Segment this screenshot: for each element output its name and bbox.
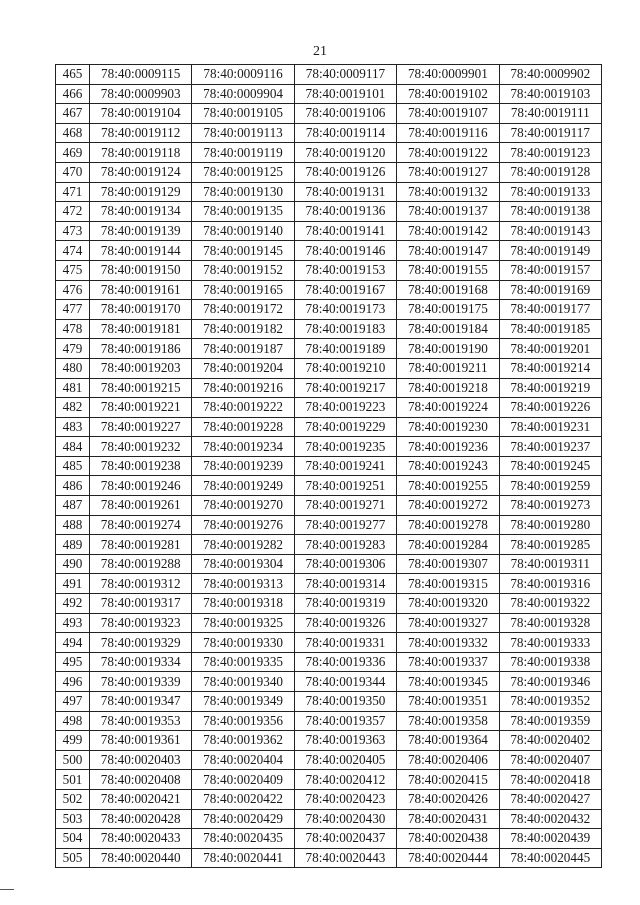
cadastral-number-cell: 78:40:0019338: [499, 652, 601, 672]
table-row: [56, 496, 602, 516]
cadastral-number-cell: 78:40:0019327: [397, 613, 499, 633]
table-row: [56, 594, 602, 614]
cadastral-number-cell: 78:40:0019306: [294, 554, 396, 574]
cadastral-number-cell: 78:40:0020430: [294, 809, 396, 829]
cadastral-number-cell: 78:40:0019320: [397, 594, 499, 614]
cadastral-number-cell: 78:40:0019141: [294, 221, 396, 241]
cadastral-number-cell: 78:40:0019186: [90, 339, 192, 359]
cadastral-number-cell: 78:40:0019215: [90, 378, 192, 398]
row-number-cell: 470: [56, 162, 90, 182]
table-row: [56, 731, 602, 751]
table-row: [56, 358, 602, 378]
row-number-cell: 482: [56, 398, 90, 418]
table-row: [56, 182, 602, 202]
cadastral-number-cell: 78:40:0019245: [499, 456, 601, 476]
cadastral-number-cell: 78:40:0019123: [499, 143, 601, 163]
table-row: [56, 104, 602, 124]
cadastral-number-cell: 78:40:0019142: [397, 221, 499, 241]
cadastral-number-cell: 78:40:0019332: [397, 633, 499, 653]
row-number-cell: 495: [56, 652, 90, 672]
cadastral-number-cell: 78:40:0019273: [499, 496, 601, 516]
row-number-cell: 484: [56, 437, 90, 457]
table-row: [56, 378, 602, 398]
cadastral-number-cell: 78:40:0019118: [90, 143, 192, 163]
table-row: [56, 692, 602, 712]
page-number: 21: [313, 44, 327, 59]
cadastral-number-cell: 78:40:0019161: [90, 280, 192, 300]
cadastral-number-cell: 78:40:0019111: [499, 104, 601, 124]
cadastral-number-cell: 78:40:0019147: [397, 241, 499, 261]
cadastral-number-cell: 78:40:0019226: [499, 398, 601, 418]
row-number-cell: 475: [56, 260, 90, 280]
cadastral-number-cell: 78:40:0019117: [499, 123, 601, 143]
cadastral-number-cell: 78:40:0019272: [397, 496, 499, 516]
table-row: [56, 829, 602, 849]
cadastral-number-cell: 78:40:0019345: [397, 672, 499, 692]
cadastral-number-cell: 78:40:0019169: [499, 280, 601, 300]
cadastral-number-cell: 78:40:0019104: [90, 104, 192, 124]
cadastral-number-cell: 78:40:0020431: [397, 809, 499, 829]
cadastral-number-cell: 78:40:0009904: [192, 84, 294, 104]
cadastral-number-cell: 78:40:0019261: [90, 496, 192, 516]
cadastral-number-cell: 78:40:0019133: [499, 182, 601, 202]
cadastral-number-cell: 78:40:0019282: [192, 535, 294, 555]
row-number-cell: 497: [56, 692, 90, 712]
cadastral-number-cell: 78:40:0019276: [192, 515, 294, 535]
cadastral-number-cell: 78:40:0019103: [499, 84, 601, 104]
cadastral-number-cell: 78:40:0019146: [294, 241, 396, 261]
row-number-cell: 485: [56, 456, 90, 476]
row-number-cell: 488: [56, 515, 90, 535]
cadastral-number-cell: 78:40:0019314: [294, 574, 396, 594]
cadastral-number-cell: 78:40:0019187: [192, 339, 294, 359]
cadastral-number-cell: 78:40:0019318: [192, 594, 294, 614]
cadastral-number-cell: 78:40:0019333: [499, 633, 601, 653]
cadastral-number-cell: 78:40:0019173: [294, 300, 396, 320]
cadastral-number-cell: 78:40:0019149: [499, 241, 601, 261]
cadastral-number-cell: 78:40:0019138: [499, 202, 601, 222]
cadastral-number-cell: 78:40:0020412: [294, 770, 396, 790]
row-number-cell: 489: [56, 535, 90, 555]
cadastral-number-cell: 78:40:0019185: [499, 319, 601, 339]
cadastral-number-cell: 78:40:0020409: [192, 770, 294, 790]
cadastral-number-cell: 78:40:0020433: [90, 829, 192, 849]
cadastral-number-cell: 78:40:0019210: [294, 358, 396, 378]
cadastral-number-cell: 78:40:0020439: [499, 829, 601, 849]
cadastral-number-cell: 78:40:0020406: [397, 750, 499, 770]
table-row: [56, 476, 602, 496]
table-row: [56, 574, 602, 594]
cadastral-number-cell: 78:40:0019270: [192, 496, 294, 516]
cadastral-number-cell: 78:40:0019201: [499, 339, 601, 359]
cadastral-number-cell: 78:40:0019274: [90, 515, 192, 535]
cadastral-number-cell: 78:40:0019129: [90, 182, 192, 202]
cadastral-number-cell: 78:40:0019246: [90, 476, 192, 496]
cadastral-number-cell: 78:40:0019131: [294, 182, 396, 202]
cadastral-number-cell: 78:40:0019347: [90, 692, 192, 712]
cadastral-number-cell: 78:40:0009902: [499, 65, 601, 85]
cadastral-number-cell: 78:40:0019134: [90, 202, 192, 222]
cadastral-number-cell: 78:40:0019319: [294, 594, 396, 614]
table-body: [56, 65, 602, 868]
cadastral-number-cell: 78:40:0019237: [499, 437, 601, 457]
cadastral-number-cell: 78:40:0019315: [397, 574, 499, 594]
cadastral-number-cell: 78:40:0019234: [192, 437, 294, 457]
row-number-cell: 469: [56, 143, 90, 163]
table-row: [56, 750, 602, 770]
table-row: [56, 652, 602, 672]
row-number-cell: 466: [56, 84, 90, 104]
cadastral-number-cell: 78:40:0019358: [397, 711, 499, 731]
row-number-cell: 476: [56, 280, 90, 300]
table-row: [56, 515, 602, 535]
cadastral-number-cell: 78:40:0019155: [397, 260, 499, 280]
cadastral-number-cell: 78:40:0020415: [397, 770, 499, 790]
table-row: [56, 672, 602, 692]
cadastral-number-cell: 78:40:0019211: [397, 358, 499, 378]
cadastral-number-cell: 78:40:0019126: [294, 162, 396, 182]
row-number-cell: 483: [56, 417, 90, 437]
cadastral-number-cell: 78:40:0019277: [294, 515, 396, 535]
row-number-cell: 496: [56, 672, 90, 692]
cadastral-number-cell: 78:40:0019340: [192, 672, 294, 692]
cadastral-number-cell: 78:40:0019204: [192, 358, 294, 378]
cadastral-number-cell: 78:40:0019119: [192, 143, 294, 163]
cadastral-number-cell: 78:40:0020438: [397, 829, 499, 849]
table-row: [56, 789, 602, 809]
cadastral-number-cell: 78:40:0019175: [397, 300, 499, 320]
cadastral-number-cell: 78:40:0019137: [397, 202, 499, 222]
cadastral-number-cell: 78:40:0020422: [192, 789, 294, 809]
cadastral-number-cell: 78:40:0019216: [192, 378, 294, 398]
cadastral-number-cell: 78:40:0019135: [192, 202, 294, 222]
cadastral-number-cell: 78:40:0019361: [90, 731, 192, 751]
cadastral-number-cell: 78:40:0019283: [294, 535, 396, 555]
cadastral-number-cell: 78:40:0019235: [294, 437, 396, 457]
row-number-cell: 501: [56, 770, 90, 790]
table-row: [56, 770, 602, 790]
table-row: [56, 456, 602, 476]
cadastral-number-cell: 78:40:0020423: [294, 789, 396, 809]
cadastral-number-cell: 78:40:0019183: [294, 319, 396, 339]
row-number-cell: 492: [56, 594, 90, 614]
cadastral-number-cell: 78:40:0019230: [397, 417, 499, 437]
row-number-cell: 499: [56, 731, 90, 751]
cadastral-number-cell: 78:40:0019189: [294, 339, 396, 359]
row-number-cell: 468: [56, 123, 90, 143]
table-row: [56, 84, 602, 104]
cadastral-number-cell: 78:40:0019232: [90, 437, 192, 457]
row-number-cell: 479: [56, 339, 90, 359]
row-number-cell: 467: [56, 104, 90, 124]
cadastral-number-cell: 78:40:0020441: [192, 848, 294, 868]
cadastral-number-cell: 78:40:0009116: [192, 65, 294, 85]
cadastral-number-cell: 78:40:0019259: [499, 476, 601, 496]
cadastral-number-cell: 78:40:0019334: [90, 652, 192, 672]
cadastral-number-cell: 78:40:0019335: [192, 652, 294, 672]
row-number-cell: 465: [56, 65, 90, 85]
cadastral-number-cell: 78:40:0019330: [192, 633, 294, 653]
cadastral-number-cell: 78:40:0019130: [192, 182, 294, 202]
cadastral-number-cell: 78:40:0019284: [397, 535, 499, 555]
cadastral-number-cell: 78:40:0019190: [397, 339, 499, 359]
row-number-cell: 474: [56, 241, 90, 261]
cadastral-number-cell: 78:40:0019339: [90, 672, 192, 692]
table-row: [56, 221, 602, 241]
row-number-cell: 498: [56, 711, 90, 731]
cadastral-number-cell: 78:40:0019136: [294, 202, 396, 222]
cadastral-number-cell: 78:40:0019349: [192, 692, 294, 712]
cadastral-number-cell: 78:40:0019280: [499, 515, 601, 535]
cadastral-number-cell: 78:40:0020445: [499, 848, 601, 868]
cadastral-number-cell: 78:40:0009117: [294, 65, 396, 85]
cadastral-number-cell: 78:40:0019228: [192, 417, 294, 437]
cadastral-number-cell: 78:40:0019106: [294, 104, 396, 124]
table-row: [56, 633, 602, 653]
row-number-cell: 490: [56, 554, 90, 574]
row-number-cell: 503: [56, 809, 90, 829]
cadastral-number-cell: 78:40:0019203: [90, 358, 192, 378]
cadastral-number-cell: 78:40:0019316: [499, 574, 601, 594]
cadastral-number-cell: 78:40:0020429: [192, 809, 294, 829]
cadastral-number-cell: 78:40:0019182: [192, 319, 294, 339]
cadastral-number-cell: 78:40:0019352: [499, 692, 601, 712]
row-number-cell: 502: [56, 789, 90, 809]
cadastral-number-cell: 78:40:0019124: [90, 162, 192, 182]
table-row: [56, 319, 602, 339]
row-number-cell: 480: [56, 358, 90, 378]
cadastral-number-cell: 78:40:0020443: [294, 848, 396, 868]
cadastral-number-cell: 78:40:0019113: [192, 123, 294, 143]
table-row: [56, 398, 602, 418]
cadastral-number-table: [55, 64, 602, 868]
table-row: [56, 162, 602, 182]
table-row: [56, 241, 602, 261]
row-number-cell: 491: [56, 574, 90, 594]
cadastral-number-cell: 78:40:0019239: [192, 456, 294, 476]
cadastral-number-cell: 78:40:0020418: [499, 770, 601, 790]
cadastral-number-cell: 78:40:0019132: [397, 182, 499, 202]
cadastral-number-cell: 78:40:0019323: [90, 613, 192, 633]
cadastral-number-cell: 78:40:0020421: [90, 789, 192, 809]
cadastral-number-cell: 78:40:0019307: [397, 554, 499, 574]
row-number-cell: 493: [56, 613, 90, 633]
cadastral-number-cell: 78:40:0019145: [192, 241, 294, 261]
cadastral-number-cell: 78:40:0020405: [294, 750, 396, 770]
cadastral-number-cell: 78:40:0020440: [90, 848, 192, 868]
cadastral-number-cell: 78:40:0019140: [192, 221, 294, 241]
cadastral-number-cell: 78:40:0019168: [397, 280, 499, 300]
cadastral-number-cell: 78:40:0019153: [294, 260, 396, 280]
table-row: [56, 535, 602, 555]
row-number-cell: 486: [56, 476, 90, 496]
cadastral-number-cell: 78:40:0019364: [397, 731, 499, 751]
cadastral-number-cell: 78:40:0019317: [90, 594, 192, 614]
cadastral-number-cell: 78:40:0020404: [192, 750, 294, 770]
table-row: [56, 554, 602, 574]
cadastral-number-cell: 78:40:0019214: [499, 358, 601, 378]
cadastral-number-cell: 78:40:0020432: [499, 809, 601, 829]
cadastral-number-cell: 78:40:0019227: [90, 417, 192, 437]
cadastral-number-cell: 78:40:0019325: [192, 613, 294, 633]
cadastral-number-cell: 78:40:0019281: [90, 535, 192, 555]
cadastral-number-cell: 78:40:0019351: [397, 692, 499, 712]
table-row: [56, 123, 602, 143]
table-row: [56, 260, 602, 280]
table-row: [56, 202, 602, 222]
cadastral-number-cell: 78:40:0009901: [397, 65, 499, 85]
cadastral-number-cell: 78:40:0019167: [294, 280, 396, 300]
cadastral-number-cell: 78:40:0019271: [294, 496, 396, 516]
cadastral-number-cell: 78:40:0019139: [90, 221, 192, 241]
cadastral-number-cell: 78:40:0020437: [294, 829, 396, 849]
cadastral-number-cell: 78:40:0019177: [499, 300, 601, 320]
table-row: [56, 613, 602, 633]
row-number-cell: 504: [56, 829, 90, 849]
cadastral-number-cell: 78:40:0019353: [90, 711, 192, 731]
cadastral-number-cell: 78:40:0019112: [90, 123, 192, 143]
row-number-cell: 505: [56, 848, 90, 868]
table-row: [56, 143, 602, 163]
cadastral-number-cell: 78:40:0019125: [192, 162, 294, 182]
cadastral-number-cell: 78:40:0019304: [192, 554, 294, 574]
cadastral-number-cell: 78:40:0019241: [294, 456, 396, 476]
cadastral-number-cell: 78:40:0019236: [397, 437, 499, 457]
cadastral-number-cell: 78:40:0019328: [499, 613, 601, 633]
table-row: [56, 339, 602, 359]
cadastral-number-cell: 78:40:0019359: [499, 711, 601, 731]
cadastral-number-cell: 78:40:0019184: [397, 319, 499, 339]
cadastral-number-cell: 78:40:0019114: [294, 123, 396, 143]
cadastral-number-cell: 78:40:0020408: [90, 770, 192, 790]
cadastral-number-cell: 78:40:0009115: [90, 65, 192, 85]
cadastral-number-cell: 78:40:0019344: [294, 672, 396, 692]
cadastral-number-cell: 78:40:0019170: [90, 300, 192, 320]
cadastral-number-cell: 78:40:0019120: [294, 143, 396, 163]
cadastral-number-cell: 78:40:0019223: [294, 398, 396, 418]
cadastral-number-cell: 78:40:0019107: [397, 104, 499, 124]
cadastral-number-cell: 78:40:0020403: [90, 750, 192, 770]
cadastral-number-cell: 78:40:0019362: [192, 731, 294, 751]
cadastral-number-cell: 78:40:0019105: [192, 104, 294, 124]
cadastral-number-cell: 78:40:0019326: [294, 613, 396, 633]
table-row: [56, 711, 602, 731]
cadastral-number-cell: 78:40:0020426: [397, 789, 499, 809]
cadastral-number-cell: 78:40:0019221: [90, 398, 192, 418]
cadastral-number-cell: 78:40:0019331: [294, 633, 396, 653]
table-row: [56, 437, 602, 457]
cadastral-number-cell: 78:40:0019243: [397, 456, 499, 476]
cadastral-number-cell: 78:40:0019356: [192, 711, 294, 731]
cadastral-number-cell: 78:40:0020402: [499, 731, 601, 751]
row-number-cell: 477: [56, 300, 90, 320]
cadastral-number-cell: 78:40:0019144: [90, 241, 192, 261]
cadastral-number-cell: 78:40:0019322: [499, 594, 601, 614]
cadastral-number-cell: 78:40:0019251: [294, 476, 396, 496]
cadastral-number-cell: 78:40:0019127: [397, 162, 499, 182]
cadastral-number-cell: 78:40:0019238: [90, 456, 192, 476]
table-row: [56, 809, 602, 829]
cadastral-number-cell: 78:40:0020428: [90, 809, 192, 829]
cadastral-number-cell: 78:40:0019181: [90, 319, 192, 339]
cadastral-number-cell: 78:40:0019313: [192, 574, 294, 594]
table-row: [56, 280, 602, 300]
cadastral-number-cell: 78:40:0019219: [499, 378, 601, 398]
cadastral-number-cell: 78:40:0019255: [397, 476, 499, 496]
cadastral-number-cell: 78:40:0019224: [397, 398, 499, 418]
cadastral-number-cell: 78:40:0019231: [499, 417, 601, 437]
row-number-cell: 500: [56, 750, 90, 770]
cadastral-number-cell: 78:40:0019165: [192, 280, 294, 300]
cadastral-number-cell: 78:40:0019229: [294, 417, 396, 437]
row-number-cell: 481: [56, 378, 90, 398]
cadastral-number-cell: 78:40:0019311: [499, 554, 601, 574]
cadastral-number-cell: 78:40:0019288: [90, 554, 192, 574]
cadastral-number-cell: 78:40:0019278: [397, 515, 499, 535]
cadastral-number-cell: 78:40:0019101: [294, 84, 396, 104]
cadastral-number-cell: 78:40:0019122: [397, 143, 499, 163]
cadastral-number-cell: 78:40:0019128: [499, 162, 601, 182]
cadastral-number-cell: 78:40:0019143: [499, 221, 601, 241]
row-number-cell: 478: [56, 319, 90, 339]
cadastral-number-cell: 78:40:0019336: [294, 652, 396, 672]
cadastral-number-cell: 78:40:0019249: [192, 476, 294, 496]
cadastral-number-cell: 78:40:0019329: [90, 633, 192, 653]
cadastral-number-cell: 78:40:0019157: [499, 260, 601, 280]
cadastral-number-cell: 78:40:0019116: [397, 123, 499, 143]
cadastral-number-cell: 78:40:0020444: [397, 848, 499, 868]
cadastral-number-cell: 78:40:0019218: [397, 378, 499, 398]
row-number-cell: 471: [56, 182, 90, 202]
cadastral-number-cell: 78:40:0019337: [397, 652, 499, 672]
cadastral-number-cell: 78:40:0019312: [90, 574, 192, 594]
cadastral-number-cell: 78:40:0019172: [192, 300, 294, 320]
cadastral-number-cell: 78:40:0019102: [397, 84, 499, 104]
cadastral-number-cell: 78:40:0019217: [294, 378, 396, 398]
cadastral-number-cell: 78:40:0019152: [192, 260, 294, 280]
row-number-cell: 487: [56, 496, 90, 516]
cadastral-number-cell: 78:40:0020407: [499, 750, 601, 770]
cadastral-number-cell: 78:40:0019357: [294, 711, 396, 731]
cadastral-number-cell: 78:40:0009903: [90, 84, 192, 104]
cadastral-number-cell: 78:40:0020427: [499, 789, 601, 809]
cadastral-number-cell: 78:40:0019150: [90, 260, 192, 280]
cadastral-number-cell: 78:40:0019346: [499, 672, 601, 692]
cadastral-number-cell: 78:40:0020435: [192, 829, 294, 849]
table-row: [56, 65, 602, 85]
row-number-cell: 473: [56, 221, 90, 241]
table-row: [56, 848, 602, 868]
cadastral-number-cell: 78:40:0019350: [294, 692, 396, 712]
cadastral-number-cell: 78:40:0019285: [499, 535, 601, 555]
cadastral-number-cell: 78:40:0019222: [192, 398, 294, 418]
cadastral-number-cell: 78:40:0019363: [294, 731, 396, 751]
row-number-cell: 494: [56, 633, 90, 653]
row-number-cell: 472: [56, 202, 90, 222]
table-row: [56, 300, 602, 320]
table-row: [56, 417, 602, 437]
scan-edge-mark: [0, 889, 14, 890]
